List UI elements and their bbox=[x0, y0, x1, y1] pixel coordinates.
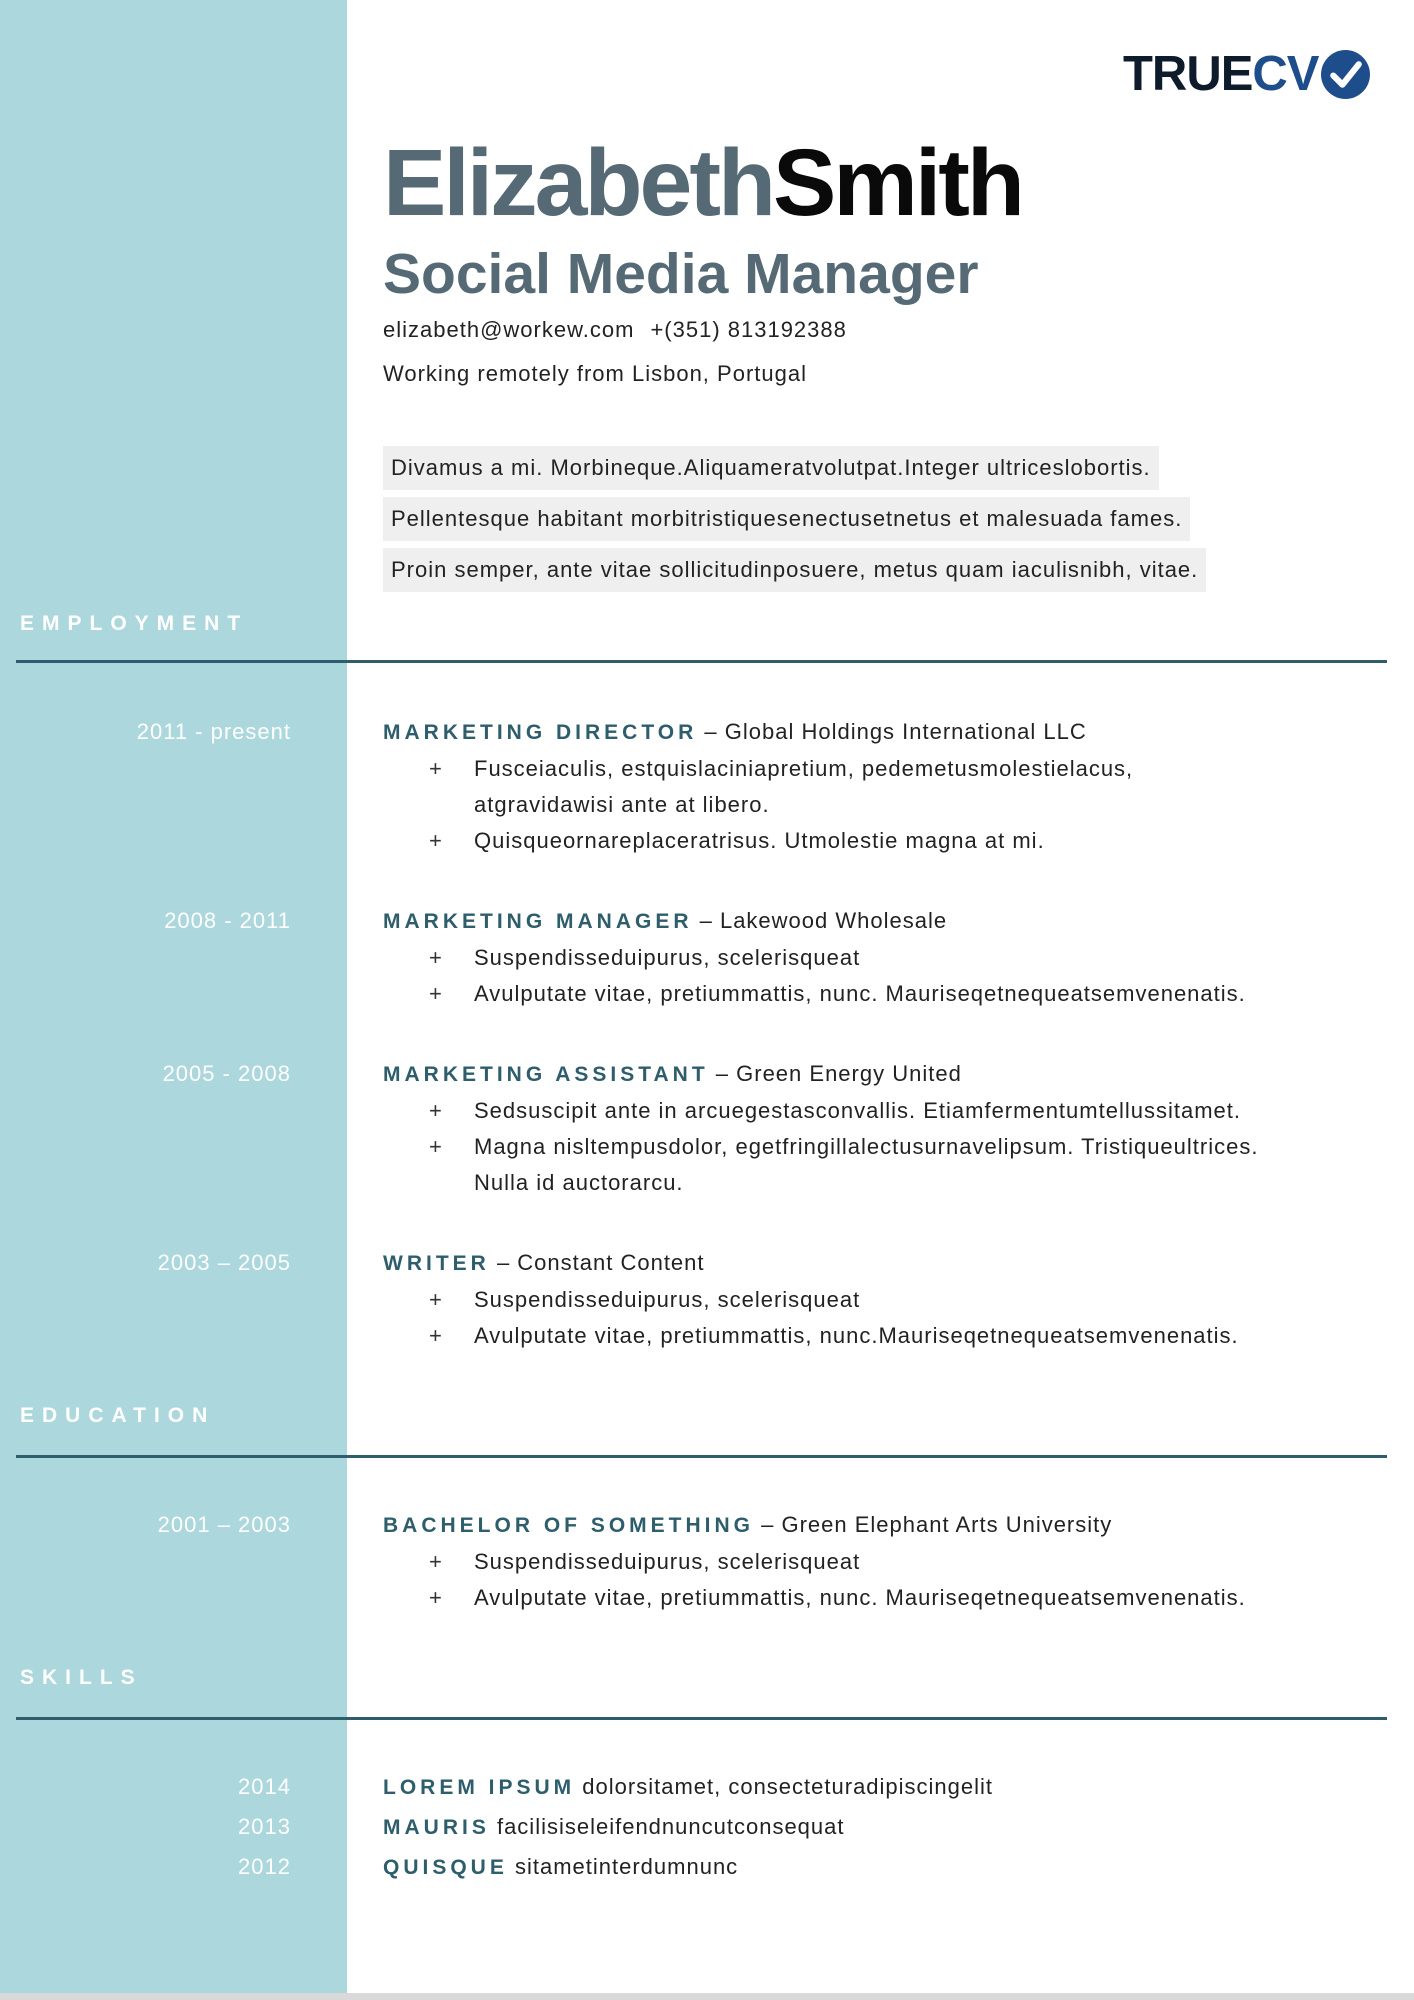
section-divider bbox=[16, 1717, 1387, 1720]
skill-item bbox=[383, 1773, 993, 1802]
truecv-logo bbox=[1123, 46, 1371, 102]
role-title: MARKETING DIRECTOR bbox=[383, 721, 698, 744]
last-name: Smith bbox=[773, 130, 1022, 236]
email-link[interactable]: elizabeth@workew.com bbox=[383, 317, 635, 342]
first-name: Elizabeth bbox=[383, 130, 774, 236]
summary-line: Divamus a mi. Morbineque.Aliquameratvolutpat.Integer ultriceslobortis. bbox=[383, 446, 1159, 490]
list-item: + Suspendisseduipurus, scelerisqueat bbox=[383, 1544, 1383, 1580]
entry-dates: 2008 - 2011 bbox=[164, 908, 291, 933]
summary-line: Proin semper, ante vitae sollicitudinposuere, metus quam iaculisnibh, vitae. bbox=[383, 548, 1206, 592]
check-badge-icon bbox=[1320, 49, 1371, 100]
section-divider bbox=[16, 660, 1387, 663]
skill-description: sitametinterdumnunc bbox=[507, 1854, 739, 1879]
location-text: Working remotely from Lisbon, Portugal bbox=[383, 361, 807, 386]
summary-line: Pellentesque habitant morbitristiquesenectusetnetus et malesuada fames. bbox=[383, 497, 1190, 541]
organization: – Green Energy United bbox=[708, 1061, 962, 1086]
role-title: MARKETING ASSISTANT bbox=[383, 1063, 709, 1086]
skill-name: LOREM IPSUM bbox=[383, 1776, 576, 1799]
logo-text-cv: CV bbox=[1252, 47, 1319, 101]
institution: – Green Elephant Arts University bbox=[754, 1512, 1113, 1537]
plus-icon: + bbox=[429, 828, 443, 853]
contact-line bbox=[383, 316, 847, 344]
skill-name: MAURIS bbox=[383, 1816, 490, 1839]
list-item: + Suspendisseduipurus, scelerisqueat bbox=[383, 940, 1383, 976]
entry-dates: 2003 – 2005 bbox=[157, 1250, 291, 1275]
logo-text-true: TRUE bbox=[1123, 47, 1253, 101]
section-heading-skills: SKILLS bbox=[20, 1666, 143, 1689]
skill-name: QUISQUE bbox=[383, 1856, 508, 1879]
entry-dates: 2005 - 2008 bbox=[162, 1061, 291, 1086]
plus-icon: + bbox=[429, 1287, 443, 1312]
list-item: + Sedsuscipit ante in arcuegestasconvallis. Etiamfermentumtellussitamet. bbox=[383, 1093, 1383, 1129]
entry-dates: 2011 - present bbox=[136, 719, 291, 744]
section-divider bbox=[16, 1455, 1387, 1458]
job-title: Social Media Manager bbox=[383, 242, 979, 306]
section-heading-employment: EMPLOYMENT bbox=[20, 612, 249, 635]
summary-block bbox=[383, 446, 1206, 599]
candidate-name bbox=[383, 128, 1022, 238]
list-item: + Avulputate vitae, pretiummattis, nunc. Mauriseqetnequeatsemvenenatis. bbox=[383, 976, 1383, 1012]
plus-icon: + bbox=[429, 1549, 443, 1574]
skill-description: facilisiseleifendnuncutconsequat bbox=[489, 1814, 845, 1839]
employment-entry bbox=[383, 1249, 1383, 1354]
education-entry bbox=[383, 1511, 1383, 1616]
employment-entry bbox=[383, 907, 1383, 1012]
skill-year: 2014 bbox=[238, 1774, 291, 1799]
skill-year: 2012 bbox=[238, 1854, 291, 1879]
list-item: + Avulputate vitae, pretiummattis, nunc.Mauriseqetnequeatsemvenenatis. bbox=[383, 1318, 1383, 1354]
employment-entry bbox=[383, 1060, 1383, 1201]
skill-description: dolorsitamet, consecteturadipiscingelit bbox=[575, 1774, 994, 1799]
plus-icon: + bbox=[429, 945, 443, 970]
list-item: + Quisqueornareplaceratrisus. Utmolestie magna at mi. bbox=[383, 823, 1383, 859]
phone-number: +(351) 813192388 bbox=[650, 317, 847, 342]
plus-icon: + bbox=[429, 1098, 443, 1123]
list-item: + Avulputate vitae, pretiummattis, nunc. Mauriseqetnequeatsemvenenatis. bbox=[383, 1580, 1383, 1616]
role-title: WRITER bbox=[383, 1252, 490, 1275]
page-bottom-edge bbox=[0, 1993, 1414, 2000]
list-item: + Magna nisltempusdolor, egetfringillalectusurnavelipsum. Tristiqueultrices. Nulla id auctorarcu. bbox=[383, 1129, 1383, 1201]
plus-icon: + bbox=[429, 1585, 443, 1610]
plus-icon: + bbox=[429, 756, 443, 781]
degree-title: BACHELOR OF SOMETHING bbox=[383, 1514, 754, 1537]
organization: – Lakewood Wholesale bbox=[692, 908, 948, 933]
plus-icon: + bbox=[429, 981, 443, 1006]
skill-item bbox=[383, 1853, 738, 1882]
section-heading-education: EDUCATION bbox=[20, 1404, 216, 1427]
organization: – Constant Content bbox=[489, 1250, 705, 1275]
sidebar-panel bbox=[0, 0, 347, 1993]
skill-item bbox=[383, 1813, 845, 1842]
entry-dates: 2001 – 2003 bbox=[157, 1512, 291, 1537]
list-item: + Fusceiaculis, estquislaciniapretium, pedemetusmolestielacus, atgravidawisi ante at libero. bbox=[383, 751, 1383, 823]
employment-entry bbox=[383, 718, 1383, 859]
organization: – Global Holdings International LLC bbox=[697, 719, 1087, 744]
skill-year: 2013 bbox=[238, 1814, 291, 1839]
list-item: + Suspendisseduipurus, scelerisqueat bbox=[383, 1282, 1383, 1318]
plus-icon: + bbox=[429, 1134, 443, 1159]
role-title: MARKETING MANAGER bbox=[383, 910, 693, 933]
plus-icon: + bbox=[429, 1323, 443, 1348]
